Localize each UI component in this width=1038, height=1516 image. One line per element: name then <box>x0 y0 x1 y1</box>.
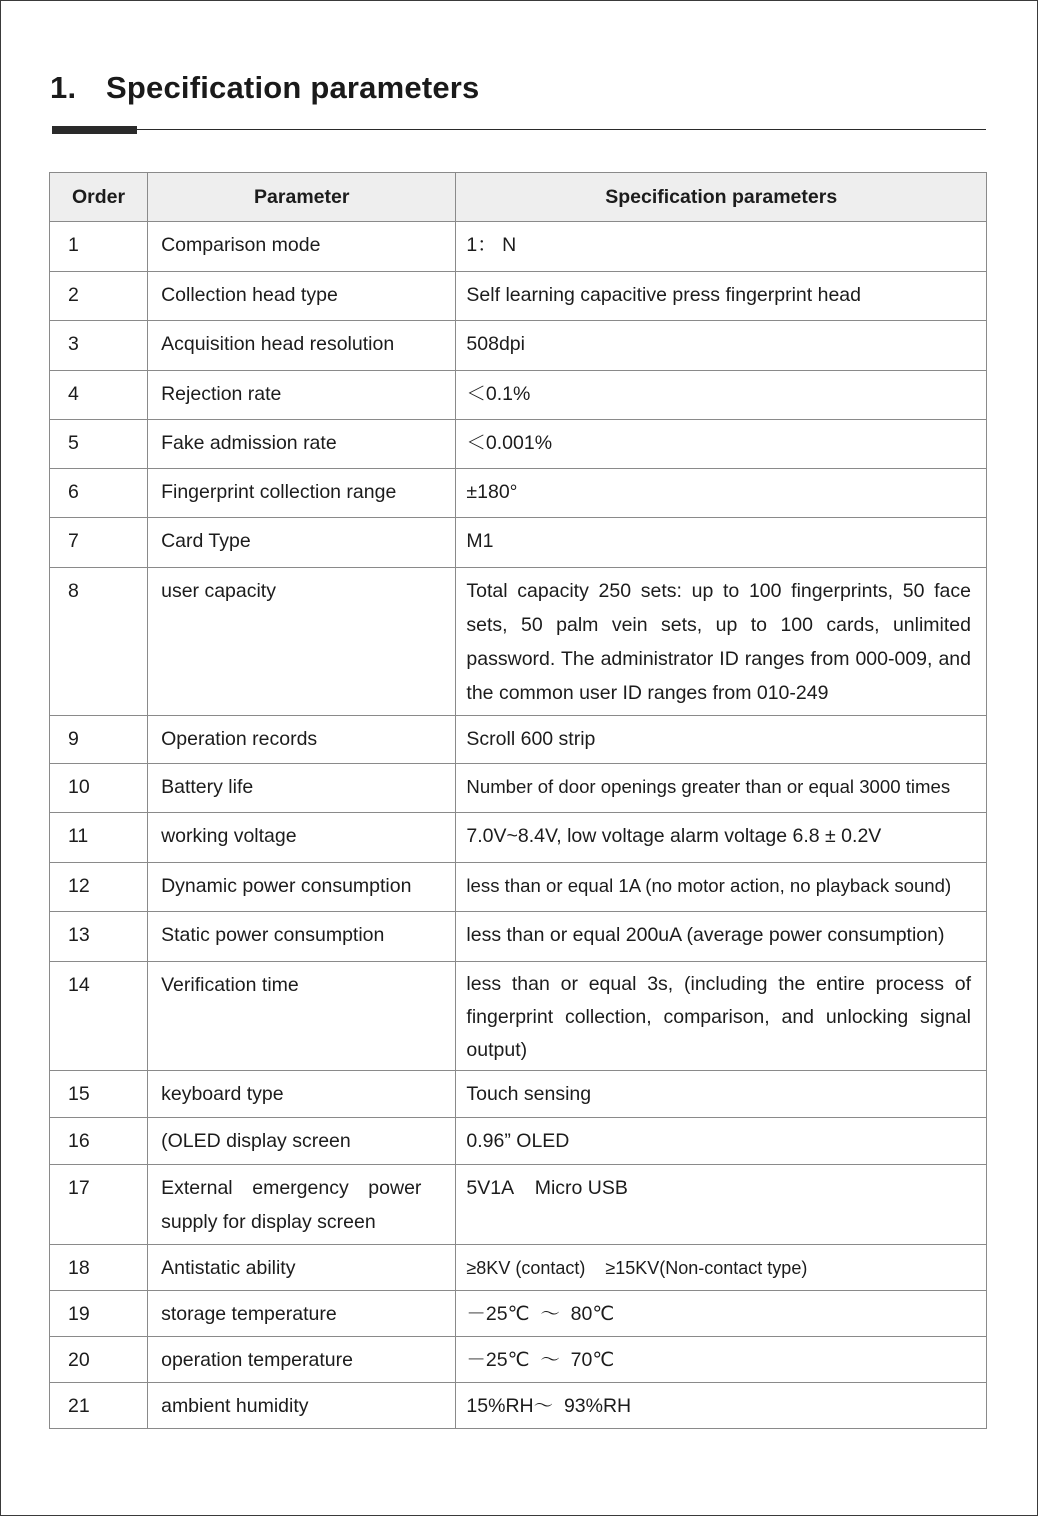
row-order: 9 <box>68 728 79 750</box>
table-header-row <box>50 173 987 222</box>
row-parameter: Dynamic power consumption <box>161 875 412 897</box>
row-spec: Self learning capacitive press fingerprint head <box>466 284 861 306</box>
row-order: 11 <box>68 825 89 847</box>
row-spec: ≥8KV (contact) ≥15KV(Non-contact type) <box>466 1258 808 1278</box>
row-parameter: ambient humidity <box>161 1395 309 1417</box>
row-order: 19 <box>68 1303 90 1325</box>
row-parameter: Comparison mode <box>161 234 321 256</box>
row-spec: ＜0.1% <box>466 383 531 405</box>
row-parameter: Collection head type <box>161 284 338 306</box>
table-body <box>50 222 987 1429</box>
row-spec: －25℃ ～ 80℃ <box>466 1303 615 1325</box>
table-row <box>50 272 987 321</box>
row-parameter: Static power consumption <box>161 924 385 946</box>
table-row <box>50 1118 987 1165</box>
row-spec: Scroll 600 strip <box>466 728 596 750</box>
table-row <box>50 1071 987 1118</box>
table-row <box>50 764 987 813</box>
table-row <box>50 568 987 716</box>
row-order: 10 <box>68 776 90 798</box>
row-spec: ＜0.001% <box>466 432 553 454</box>
heading-underline <box>52 129 986 130</box>
table-row <box>50 469 987 518</box>
row-order: 7 <box>68 530 79 552</box>
row-spec: less than or equal 200uA (average power consumption) <box>466 924 945 946</box>
row-parameter: Antistatic ability <box>161 1257 296 1279</box>
table-row <box>50 716 987 764</box>
row-parameter: Verification time <box>161 974 299 996</box>
row-order: 21 <box>68 1395 90 1417</box>
row-parameter: keyboard type <box>161 1083 284 1105</box>
row-order: 5 <box>68 432 79 454</box>
table-row <box>50 518 987 568</box>
section-number: 1. <box>50 70 77 105</box>
table-header <box>50 173 987 222</box>
row-spec: 508dpi <box>466 333 525 355</box>
table-row <box>50 1165 987 1245</box>
row-spec: 15%RH～ 93%RH <box>466 1395 632 1417</box>
row-order: 18 <box>68 1257 90 1279</box>
row-order: 3 <box>68 333 79 355</box>
row-parameter: Acquisition head resolution <box>161 333 395 355</box>
row-parameter: user capacity <box>161 580 276 602</box>
table-row <box>50 912 987 962</box>
table-row <box>50 222 987 272</box>
row-spec: 7.0V~8.4V, low voltage alarm voltage 6.8 ± 0.2V <box>466 825 882 847</box>
row-order: 13 <box>68 924 90 946</box>
row-spec: －25℃ ～ 70℃ <box>466 1349 615 1371</box>
row-parameter: storage temperature <box>161 1303 337 1325</box>
header-spec: Specification parameters <box>456 173 987 222</box>
row-parameter: (OLED display screen <box>161 1130 351 1152</box>
row-order: 1 <box>68 234 79 256</box>
row-spec: Touch sensing <box>466 1083 592 1105</box>
row-order: 17 <box>68 1177 90 1199</box>
row-order: 14 <box>68 974 90 996</box>
header-parameter: Parameter <box>148 173 456 222</box>
table-row <box>50 962 987 1071</box>
table-row <box>50 1383 987 1429</box>
row-parameter: operation temperature <box>161 1349 353 1371</box>
row-order: 6 <box>68 481 79 503</box>
heading-underline-accent <box>52 126 137 134</box>
row-order: 20 <box>68 1349 90 1371</box>
row-parameter: Fake admission rate <box>161 432 337 454</box>
row-spec: less than or equal 1A (no motor action, no playback sound) <box>466 875 952 896</box>
row-spec: ±180° <box>466 481 518 503</box>
row-parameter: Card Type <box>161 530 251 552</box>
row-spec: 0.96” OLED <box>466 1130 570 1152</box>
row-parameter: Battery life <box>161 776 254 798</box>
row-order: 15 <box>68 1083 90 1105</box>
row-parameter: working voltage <box>161 825 297 847</box>
table-row <box>50 813 987 863</box>
table-row <box>50 1337 987 1383</box>
row-parameter: Operation records <box>161 728 318 750</box>
row-spec: less than or equal 3s, (including the entire process of fingerprint collection, comparison, and unlocking signal output) <box>466 973 971 1061</box>
table-row <box>50 1291 987 1337</box>
row-order: 8 <box>68 580 79 602</box>
section-title: Specification parameters <box>106 70 480 105</box>
table-row <box>50 420 987 469</box>
row-spec: Total capacity 250 sets: up to 100 fingerprints, 50 face sets, 50 palm vein sets, up to 100 cards, unlimited password. The administrator ID ranges from 000-009, and the common user ID ranges from 010-249 <box>466 580 971 704</box>
section-heading <box>50 70 480 106</box>
row-parameter: External emergency power supply for display screen <box>161 1177 422 1233</box>
specification-table <box>49 172 987 1429</box>
row-parameter: Fingerprint collection range <box>161 481 397 503</box>
header-order: Order <box>50 173 148 222</box>
row-parameter: Rejection rate <box>161 383 282 405</box>
row-spec: 1： N <box>466 234 517 256</box>
table-row <box>50 863 987 912</box>
table-row <box>50 321 987 371</box>
table-row <box>50 1245 987 1291</box>
table-row <box>50 371 987 420</box>
row-spec: Number of door openings greater than or equal 3000 times <box>466 776 951 797</box>
row-order: 16 <box>68 1130 90 1152</box>
row-spec: 5V1A Micro USB <box>466 1177 628 1199</box>
row-spec: M1 <box>466 530 494 552</box>
row-order: 2 <box>68 284 79 306</box>
row-order: 12 <box>68 875 90 897</box>
row-order: 4 <box>68 383 79 405</box>
